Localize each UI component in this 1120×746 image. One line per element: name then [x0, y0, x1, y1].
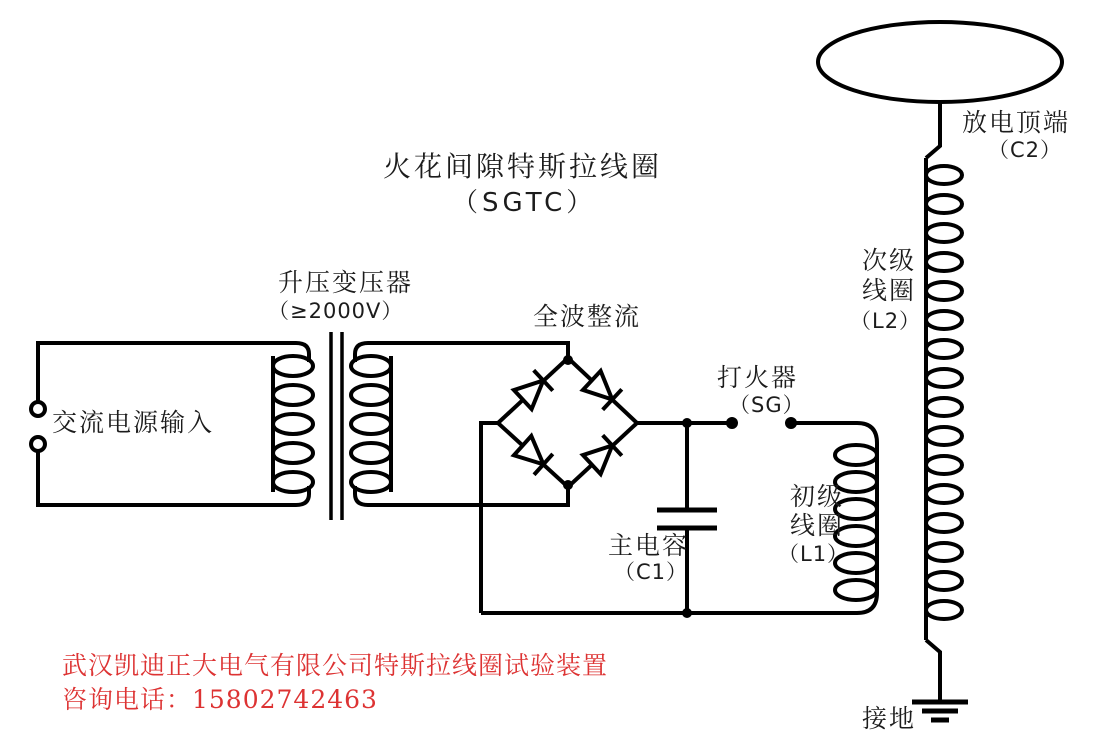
capacitor-ref-label: （C1）: [614, 560, 689, 584]
top-terminal-ref-label: （C2）: [988, 138, 1063, 162]
primary-coil-ref-label: （L1）: [778, 542, 850, 566]
ground-icon: [912, 702, 968, 720]
top-terminal-label: 放电顶端: [962, 108, 1071, 137]
primary-coil-label-line1: 初级: [790, 482, 845, 511]
transformer-symbol: [273, 332, 568, 520]
transformer-label: 升压变压器: [278, 268, 414, 297]
ground-label: 接地: [862, 704, 917, 733]
primary-coil-label-line2: 线圈: [790, 511, 845, 540]
transformer-rating-label: （≥2000V）: [268, 299, 404, 323]
diagram-subtitle: （SGTC）: [452, 188, 597, 218]
footer-company-line: 武汉凯迪正大电气有限公司特斯拉线圈试验装置: [62, 651, 609, 680]
secondary-coil-symbol: [926, 158, 962, 701]
secondary-coil-label-line2: 线圈: [862, 276, 917, 305]
spark-gap-symbol: [726, 417, 877, 443]
rectifier-label: 全波整流: [533, 302, 642, 331]
spark-gap-ref-label: （SG）: [729, 393, 805, 417]
diagram-title: 火花间隙特斯拉线圈: [383, 150, 663, 183]
secondary-coil-ref-label: （L2）: [850, 309, 922, 333]
capacitor-symbol: [657, 423, 717, 613]
capacitor-label: 主电容: [608, 531, 690, 560]
spark-gap-label: 打火器: [717, 363, 799, 392]
secondary-coil-label-line1: 次级: [862, 246, 917, 275]
bridge-rectifier-symbol: [498, 355, 637, 490]
ac-input-label: 交流电源输入: [52, 408, 215, 437]
footer-phone-line: 咨询电话：15802742463: [62, 685, 378, 714]
